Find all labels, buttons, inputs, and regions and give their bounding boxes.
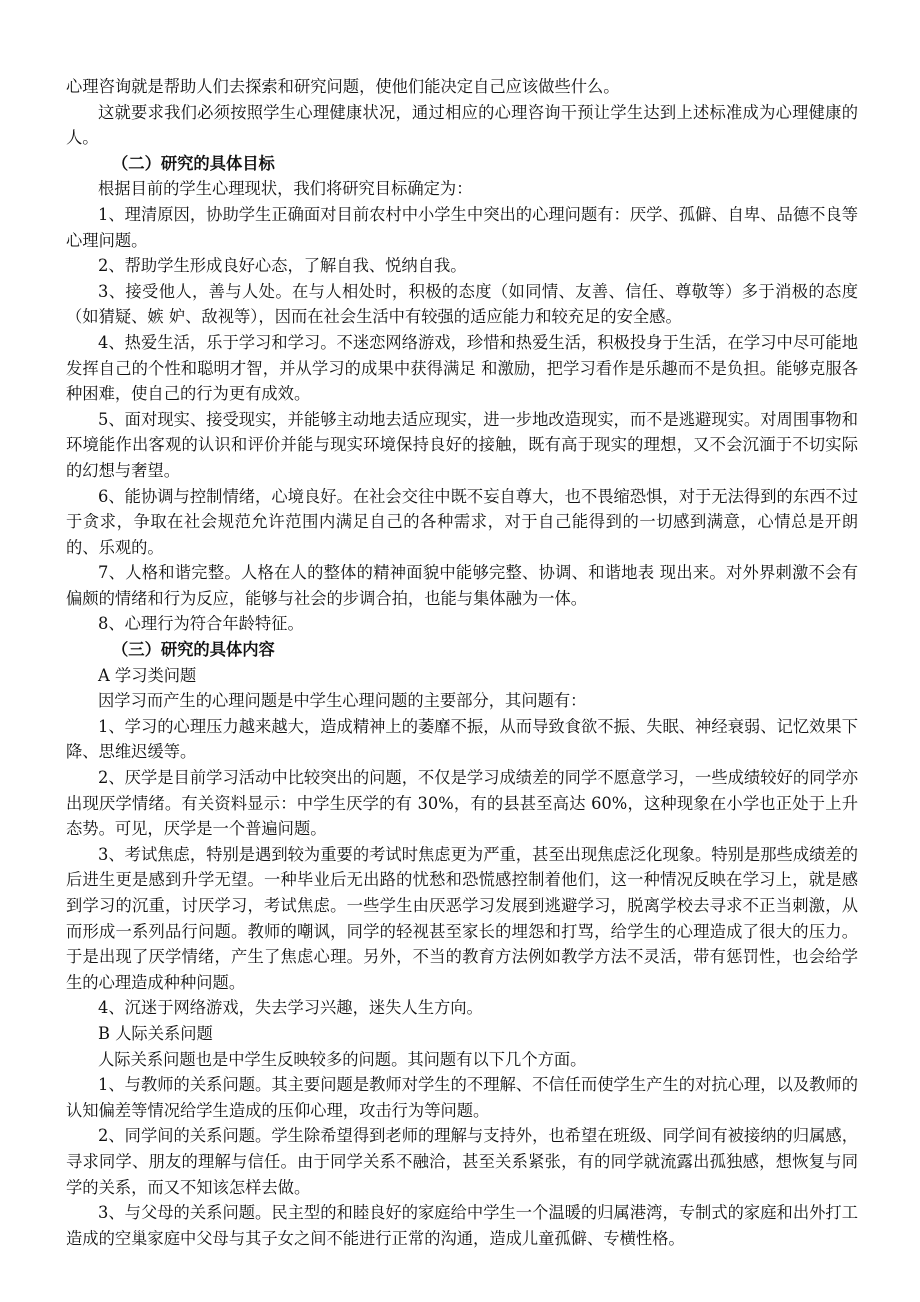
- goal-item: 2、帮助学生形成良好心态，了解自我、悦纳自我。: [98, 256, 467, 276]
- subsection-title: B 人际关系问题: [98, 1023, 213, 1043]
- goal-item: 6、能协调与控制情绪，心境良好。在社会交往中既不妄自尊大，也不畏缩恐惧，对于无法得到的东西不过于贪求，争取在社会规范允许范围内满足自己的各种需求，对于自己能得到的一切感到满意，心情总是开朗的、乐观的。: [66, 486, 858, 557]
- paragraph: 人际关系问题也是中学生反映较多的问题。其问题有以下几个方面。: [98, 1049, 587, 1069]
- goal-item: 7、人格和谐完整。人格在人的整体的精神面貌中能够完整、协调、和谐地表 现出来。对外界刺激不会有偏颇的情绪和行为反应，能够与社会的步调合拍，也能与集体融为一体。: [66, 563, 858, 608]
- paragraph: 心理咨询就是帮助人们去探索和研究问题，使他们能决定自己应该做些什么。: [66, 77, 620, 96]
- paragraph: 这就要求我们必须按照学生心理健康状况，通过相应的心理咨询干预让学生达到上述标准成为心理健康的人。: [66, 102, 858, 148]
- content-item: 4、沉迷于网络游戏，失去学习兴趣，迷失人生方向。: [98, 998, 483, 1018]
- subsection-title: A 学习类问题: [98, 665, 197, 685]
- goal-item: 8、心理行为符合年龄特征。: [98, 614, 304, 634]
- paragraph: 根据目前的学生心理现状，我们将研究目标确定为：: [98, 179, 473, 199]
- content-item: 3、考试焦虑，特别是遇到较为重要的考试时焦虑更为严重，甚至出现焦虑泛化现象。特别是那些成绩差的后进生更是感到升学无望。一种毕业后无出路的忧愁和恐慌感控制着他们，这一种情况反映在学习上，就是感到学习的沉重，讨厌学习，考试焦虑。一些学生由厌恶学习发展到逃避学习，脱离学校去寻求不正当刺激，从而形成一系列品行问题。教师的嘲讽，同学的轻视甚至家长的埋怨和打骂，给学生的心理造成了很大的压力。于是出现了厌学情绪，产生了焦虑心理。另外，不当的教育方法例如教学方法不灵活，带有惩罚性，也会给学生的心理造成种种问题。: [66, 844, 858, 992]
- content-item: 2、厌学是目前学习活动中比较突出的问题，不仅是学习成绩差的同学不愿意学习，一些成绩较好的同学亦出现厌学情绪。有关资料显示：中学生厌学的有 30%，有的县甚至高达 60%，这种现象在小学也正处于上升态势。可见，厌学是一个普遍问题。: [66, 768, 858, 839]
- content-item: 1、学习的心理压力越来越大，造成精神上的萎靡不振，从而导致食欲不振、失眠、神经衰弱、记忆效果下降、思维迟缓等。: [66, 716, 858, 762]
- document-page: [66, 74, 858, 1251]
- content-item: 1、与教师的关系问题。其主要问题是教师对学生的不理解、不信任而使学生产生的对抗心理，以及教师的认知偏差等情况给学生造成的压仰心理，攻击行为等问题。: [66, 1075, 858, 1120]
- section-heading: （三）研究的具体内容: [112, 640, 275, 660]
- goal-item: 5、面对现实、接受现实，并能够主动地去适应现实，进一步地改造现实，而不是逃避现实。对周围事物和环境能作出客观的认识和评价并能与现实环境保持良好的接触，既有高于现实的理想，又不会沉湎于不切实际的幻想与奢望。: [66, 409, 858, 480]
- content-item: 3、与父母的关系问题。民主型的和睦良好的家庭给中学生一个温暖的归属港湾，专制式的家庭和出外打工造成的空巢家庭中父母与其子女之间不能进行正常的沟通，造成儿童孤僻、专横性格。: [66, 1203, 858, 1248]
- goal-item: 3、接受他人，善与人处。在与人相处时，积极的态度（如同情、友善、信任、尊敬等）多于消极的态度（如猜疑、嫉 妒、敌视等），因而在社会生活中有较强的适应能力和较充足的安全感。: [66, 281, 858, 327]
- section-heading: （二）研究的具体目标: [112, 153, 275, 173]
- paragraph: 因学习而产生的心理问题是中学生心理问题的主要部分，其问题有：: [98, 691, 587, 711]
- content-item: 2、同学间的关系问题。学生除希望得到老师的理解与支持外，也希望在班级、同学间有被接纳的归属感，寻求同学、朋友的理解与信任。由于同学关系不融洽，甚至关系紧张，有的同学就流露出孤独感，想恢复与同学的关系，而又不知该怎样去做。: [66, 1126, 858, 1197]
- goal-item: 4、热爱生活，乐于学习和学习。不迷恋网络游戏，珍惜和热爱生活，积极投身于生活，在学习中尽可能地发挥自己的个性和聪明才智，并从学习的成果中获得满足 和激励，把学习看作是乐趣而不是负担。能够克服各种困难，使自己的行为更有成效。: [66, 332, 858, 404]
- goal-item: 1、理清原因，协助学生正确面对目前农村中小学生中突出的心理问题有：厌学、孤僻、自卑、品德不良等心理问题。: [66, 204, 858, 250]
